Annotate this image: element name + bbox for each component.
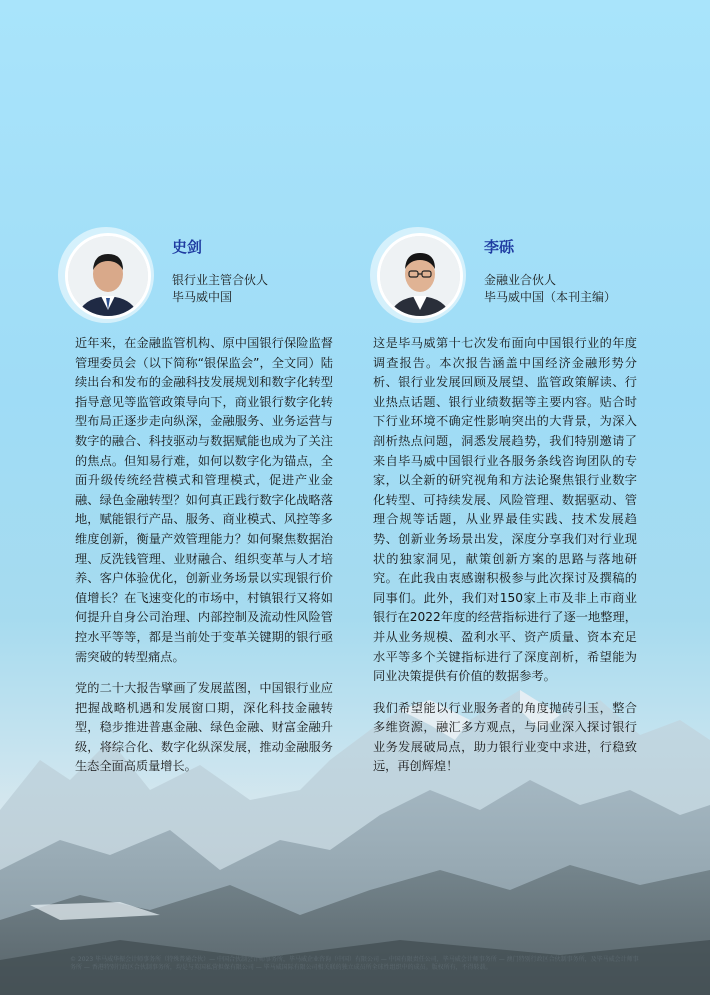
left-column [75,334,333,789]
avatar-shi-jian [65,233,151,319]
person-name: 史剑 [172,238,203,256]
paragraph: 我们希望能以行业服务者的角度抛砖引玉，整合多维资源，融汇多方观点，与同业深入探讨银行业务发展破局点，助力银行业变中求进，行稳致远，再创辉煌！ [373,700,637,774]
person-role: 银行业主管合伙人 [172,273,269,287]
person-name: 李砾 [484,238,515,256]
person-role: 金融业合伙人 [484,273,557,287]
person-org: 毕马威中国 [172,290,233,304]
paragraph: 党的二十大报告擘画了发展蓝图，中国银行业应把握战略机遇和发展窗口期，深化科技金融转型，稳步推进普惠金融、绿色金融、财富金融升级，将综合化、数字化纵深发展，推动金融服务生态全面高质量增长。 [75,681,333,774]
person-org: 毕马威中国（本刊主编） [484,290,617,304]
paragraph: 近年来，在金融监管机构、原中国银行保险监督管理委员会（以下简称“银保监会”，全文同）陆续出台和发布的金融科技发展规划和数字化转型指导意见等监管政策导向下，商业银行数字化转型布局正逐步走向纵深，金融服务、业务运营与数字的融合、科技驱动与数据赋能也成为了关注的焦点。但知易行难，如何以数字化为锚点，全面升级传统经营模式和管理模式，促进产业金融、绿色金融转型？如何真正践行数字化战略落地，赋能银行产品、服务、商业模式、风控等多维度创新，衡量产效管理能力？如何聚焦数据治理、反洗钱管理、业财融合、组织变革与人才培养、客户体验优化，创新业务场景以实现银行价值增长？在飞速变化的市场中，村镇银行又将如何提升自身公司治理、内部控制及流动性风险管控水平等等，都是当前处于变革关键期的银行亟需突破的转型痛点。 [75,336,333,664]
right-column [373,334,637,789]
portrait-icon [380,236,460,316]
copyright-footer: © 2023 毕马威华振会计师事务所（特殊普通合伙）— 中国合伙制会计师事务所，毕马威企业咨询（中国）有限公司 — 中国有限责任公司，毕马威会计师事务所 — 澳门特别行政区合伙制事务所，及毕马威会计师事务所 — 香港特别行政区合伙制事务所，均是与英国私营担保有限公司 — 毕马威国际有限公司相关联的独立成员所全球性组织中的成员。版权所有，不得转载。 [70,956,639,971]
avatar-li-li [377,233,463,319]
portrait-icon [68,236,148,316]
paragraph: 这是毕马威第十七次发布面向中国银行业的年度调查报告。本次报告涵盖中国经济金融形势分析、银行业发展回顾及展望、监管政策解读、行业热点话题、银行业绩数据等主要内容。贴合时下行业环境不确定性影响突出的大背景，为深入剖析热点问题，洞悉发展趋势，我们特别邀请了来自毕马威中国银行业各服务条线咨询团队的专家，以全新的研究视角和方法论聚焦银行业数字化转型、可持续发展、风险管理、数据驱动、管理合规等话题，从业界最佳实践、技术发展趋势、创新业务场景出发，深度分享我们对行业现状的独家洞见，献策创新方案的思路与落地研究。在此我由衷感谢积极参与此次探讨及撰稿的同事们。此外，我们对150家上市及非上市商业银行在2022年度的经营指标进行了逐一地整理，并从业务规模、盈利水平、资产质量、资本充足水平等多个关键指标进行了深度剖析，希望能为同业决策提供有价值的数据参考。 [373,336,637,684]
